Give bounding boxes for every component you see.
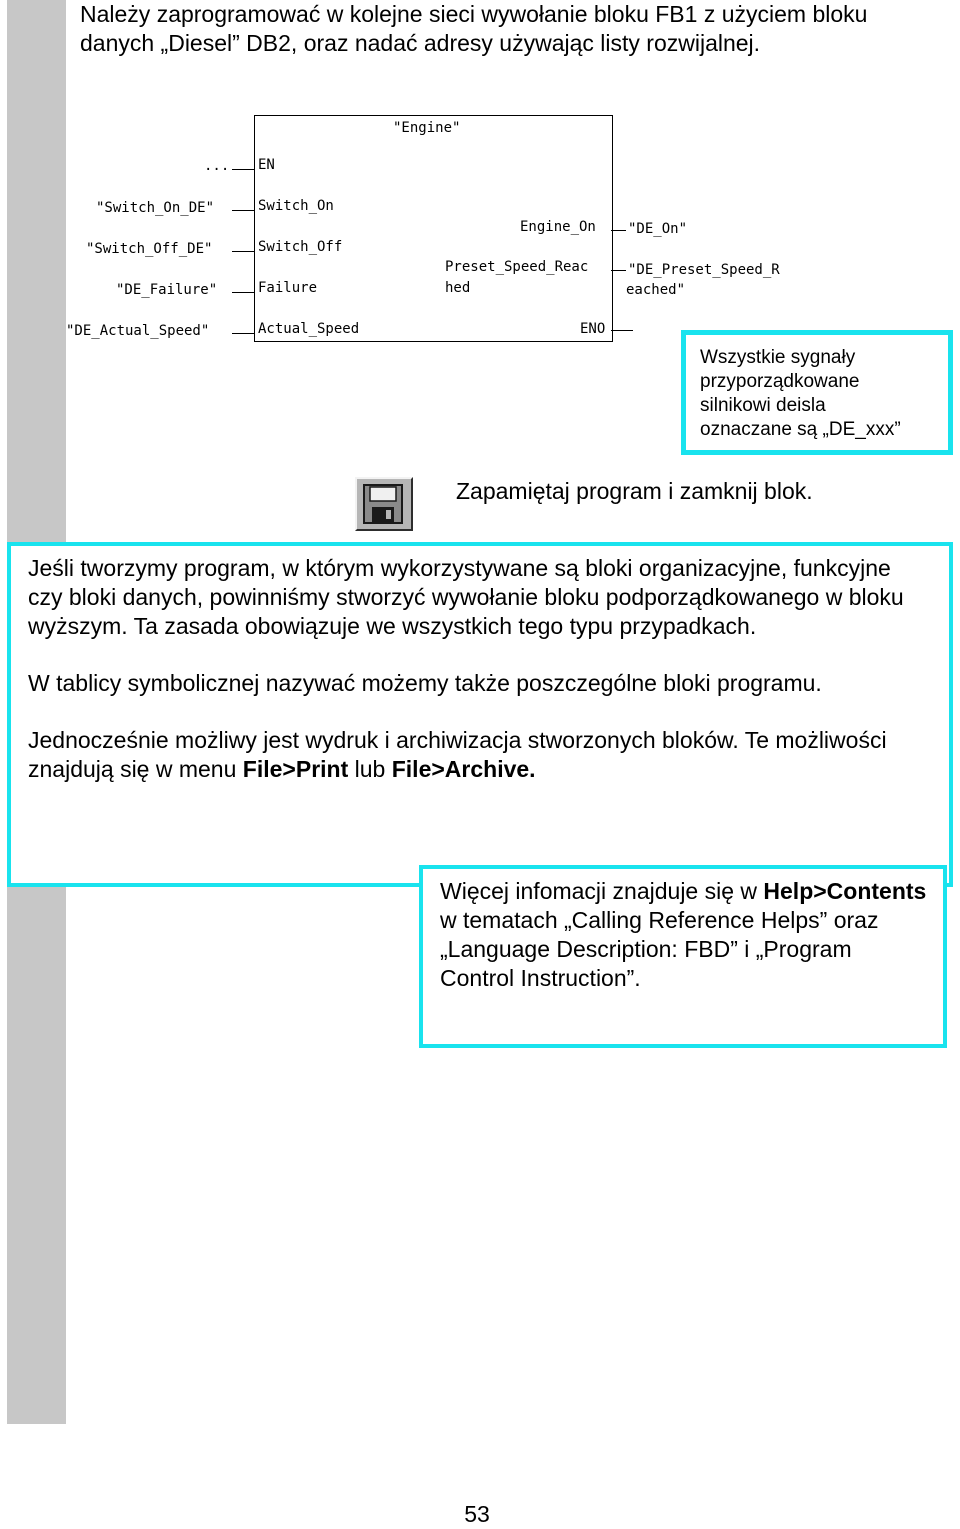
help-text-start: Więcej infomacji znajduje się w: [440, 878, 764, 904]
fbd-eno-wire: [611, 330, 633, 331]
note-line: silnikowi deisla: [700, 395, 826, 416]
fbd-output-pin: Engine_On: [520, 219, 596, 235]
fbd-input-pin: Switch_On: [258, 198, 334, 214]
help-contents-menu: Help>Contents: [763, 878, 927, 904]
main-paragraph-2: W tablicy symbolicznej nazywać możemy także poszczególne bloki programu.: [28, 670, 822, 696]
save-instruction: Zapamiętaj program i zamknij blok.: [456, 478, 813, 504]
fbd-en-wire: [232, 169, 254, 170]
main-info-box: [7, 542, 953, 887]
intro-line-1: Należy zaprogramować w kolejne sieci wywołanie bloku FB1 z użyciem bloku: [80, 1, 868, 27]
fbd-output-wire: [611, 230, 626, 231]
fbd-eno-pin: ENO: [580, 321, 606, 337]
fbd-output-label-cont: eached": [626, 282, 686, 298]
fbd-input-wire: [232, 292, 254, 293]
note-line: Wszystkie sygnały: [700, 347, 856, 368]
fbd-output-label: "DE_On": [628, 221, 688, 237]
help-info-box: [419, 865, 947, 1048]
intro-line-2: danych „Diesel” DB2, oraz nadać adresy używając listy rozwijalnej.: [80, 30, 761, 56]
main-paragraph-3-text: Jednocześnie możliwy jest wydruk i archiwizacja stworzonych bloków. Te możliwości znajdują się w menu: [28, 727, 887, 782]
fbd-output-wire: [611, 270, 626, 271]
file-print-menu: File>Print: [242, 756, 349, 782]
fbd-input-wire: [232, 210, 254, 211]
fbd-input-wire: [232, 251, 254, 252]
main-paragraph-1: Jeśli tworzymy program, w którym wykorzystywane są bloki organizacyjne, funkcyjne czy bloki danych, powinniśmy stworzyć wywołanie bloku podporządkowanego w bloku wyższym. Ta zasada obowiązuje we wszystkich tego typu przypadkach.: [28, 555, 904, 639]
fbd-en-pin: EN: [258, 157, 275, 173]
page-number: 53: [464, 1501, 490, 1527]
fbd-input-label: "Switch_Off_DE": [86, 241, 213, 257]
fbd-input-label: "DE_Actual_Speed": [66, 323, 210, 339]
fbd-input-label: "Switch_On_DE": [96, 200, 215, 216]
signal-naming-note: [681, 330, 953, 455]
fbd-en-source: ...: [204, 158, 230, 174]
fbd-output-label: "DE_Preset_Speed_R: [628, 262, 780, 278]
fbd-input-pin: Switch_Off: [258, 239, 343, 255]
intro-text: [80, 0, 950, 58]
fbd-output-pin: Preset_Speed_Reac: [445, 259, 589, 275]
help-text-rest: w tematach „Calling Reference Helps” oraz „Language Description: FBD” i „Program Control Instruction”.: [440, 907, 879, 991]
fbd-input-pin: Failure: [258, 280, 318, 296]
file-archive-menu: File>Archive.: [391, 756, 536, 782]
main-paragraph-3: [28, 726, 928, 784]
fbd-input-pin: Actual_Speed: [258, 321, 360, 337]
fbd-input-label: "DE_Failure": [116, 282, 218, 298]
note-line: przyporządkowane: [700, 371, 860, 392]
fbd-block-title: "Engine": [393, 120, 461, 136]
note-line: oznaczane są „DE_xxx”: [700, 419, 901, 440]
fbd-output-pin-cont: hed: [445, 280, 471, 296]
help-text: [440, 877, 930, 993]
main-paragraph-3-mid: lub: [348, 756, 392, 782]
floppy-disk-icon[interactable]: [355, 477, 413, 531]
fbd-input-wire: [232, 333, 254, 334]
